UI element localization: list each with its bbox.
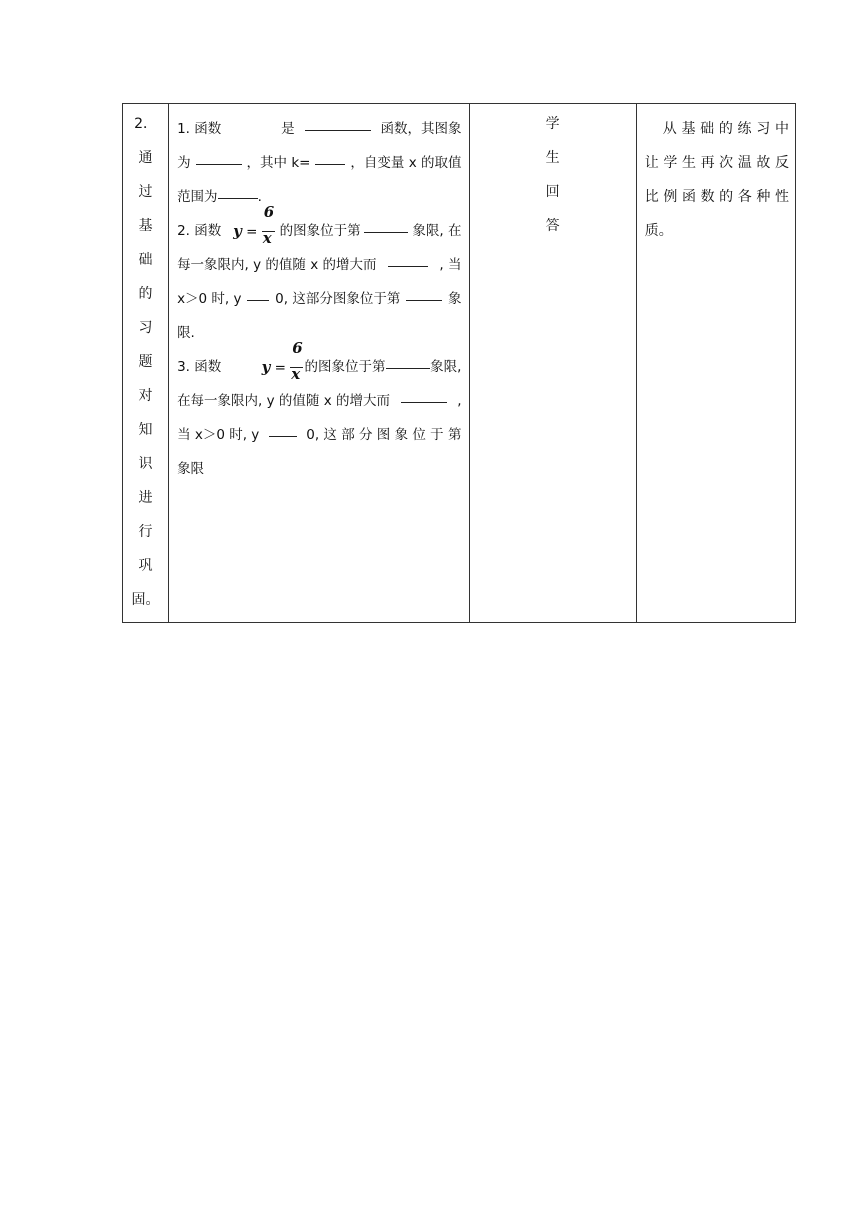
- q3-text-f: 当 x＞0 时, y: [177, 427, 260, 443]
- section-label-char: 行: [138, 524, 153, 540]
- q3-blank-3: [269, 418, 297, 437]
- purpose-line: 让 学 生 再 次 温 故 反: [644, 155, 789, 171]
- q2-text-e: , 当: [439, 257, 462, 273]
- q3-text-b: 的图象位于第: [304, 359, 386, 375]
- q2-var-y: y: [233, 222, 242, 240]
- q3-text-c: 象限,: [430, 359, 462, 375]
- student-activity-cell: [469, 104, 636, 623]
- q3-text-g: 0, 这 部 分 图 象 位 于 第: [306, 427, 462, 443]
- q1-text-a: 1. 函数: [177, 121, 222, 137]
- q2-text-a: 2. 函数: [177, 223, 222, 239]
- exercise-content: [169, 104, 468, 486]
- q2-blank-1: [364, 214, 408, 233]
- q3-formula: [261, 339, 305, 384]
- section-label-char: 的: [138, 286, 153, 302]
- q1-text-d: 为: [177, 155, 191, 171]
- student-activity-char: 生: [545, 150, 560, 166]
- table-row: [123, 104, 796, 623]
- purpose-line: 从 基 础 的 练 习 中: [662, 121, 789, 137]
- section-label-char: 识: [138, 456, 153, 472]
- purpose-line: 比 例 函 数 的 各 种 性: [644, 189, 789, 205]
- section-label-char: 固。: [131, 592, 160, 608]
- q1-text-f: ，自变量 x 的取值: [350, 155, 462, 171]
- section-label-char: 过: [138, 184, 153, 200]
- q2-blank-4: [406, 282, 442, 301]
- section-label-char: 进: [138, 490, 153, 506]
- q3-line-4: [177, 452, 461, 486]
- section-label-char: 习: [138, 320, 153, 336]
- q2-line-3: [177, 282, 461, 316]
- q3-text-a: 3. 函数: [177, 359, 222, 375]
- student-activity-char: 学: [545, 116, 560, 132]
- q2-text-g: 0, 这部分图象位于第: [275, 291, 401, 307]
- q3-line-2: [177, 384, 461, 418]
- q3-var-y: y: [261, 358, 271, 376]
- section-label-char: 知: [138, 422, 153, 438]
- q2-text-f: x＞0 时, y: [177, 291, 242, 307]
- section-label-char: 基: [138, 218, 153, 234]
- q2-text-i: 限.: [177, 325, 195, 341]
- student-activity-char: 回: [545, 184, 560, 200]
- q2-denominator: x: [262, 229, 272, 247]
- q1-blank-3: [315, 146, 345, 165]
- q1-line-3: [177, 180, 461, 214]
- section-label-char: 巩: [138, 558, 153, 574]
- q1-text-b: 是: [281, 121, 295, 137]
- section-label-char: 础: [138, 252, 153, 268]
- student-activity: [470, 104, 636, 248]
- q1-blank-4: [218, 180, 258, 199]
- q1-text-c: 函数，其图象: [380, 121, 462, 137]
- exercise-content-cell: [169, 104, 469, 623]
- q1-text-e: ，其中 k=: [246, 155, 311, 171]
- q3-numerator: 6: [292, 339, 303, 357]
- q3-equals: =: [274, 360, 286, 376]
- q3-blank-2: [401, 384, 447, 403]
- q2-text-c: 象限, 在: [412, 223, 462, 239]
- q2-text-d: 每一象限内, y 的值随 x 的增大而: [177, 257, 377, 273]
- q1-line-1: [177, 112, 461, 146]
- section-label-char: 对: [138, 388, 153, 404]
- q3-line-3: [177, 418, 461, 452]
- section-label-char: 通: [138, 150, 153, 166]
- q2-fraction: [262, 203, 276, 248]
- q2-formula: [233, 203, 276, 248]
- q3-line-1: [177, 339, 462, 384]
- q3-text-h: 象限: [177, 461, 205, 477]
- q3-fraction: [290, 339, 304, 384]
- lesson-table: [122, 103, 796, 623]
- q3-text-d: 在每一象限内, y 的值随 x 的增大而: [177, 393, 390, 409]
- design-purpose-cell: [636, 104, 795, 623]
- q2-line-4: [177, 316, 461, 350]
- q2-numerator: 6: [263, 203, 275, 221]
- q3-denominator: x: [291, 365, 301, 383]
- q1-line-2: [177, 146, 461, 180]
- design-purpose: [637, 104, 795, 248]
- q1-text-g: 范围为: [177, 189, 218, 205]
- student-activity-char: 答: [545, 218, 560, 234]
- q1-text-h: .: [257, 189, 262, 205]
- q2-blank-3: [247, 282, 269, 301]
- section-label-cell: [123, 104, 169, 623]
- q1-blank-2: [196, 146, 242, 165]
- q3-text-e: ,: [457, 393, 462, 409]
- q2-line-2: [177, 248, 461, 282]
- q2-text-h: 象: [448, 291, 462, 307]
- q2-blank-2: [388, 248, 428, 267]
- q2-text-b: 的图象位于第: [279, 223, 361, 239]
- q1-blank-1: [305, 112, 371, 131]
- q2-equals: =: [246, 224, 258, 240]
- purpose-line: 质。: [644, 223, 673, 239]
- q3-blank-1: [386, 350, 430, 369]
- section-label-char: 2．: [134, 116, 157, 132]
- q2-line-1: [177, 203, 462, 248]
- section-label: [123, 104, 168, 622]
- section-label-char: 题: [138, 354, 153, 370]
